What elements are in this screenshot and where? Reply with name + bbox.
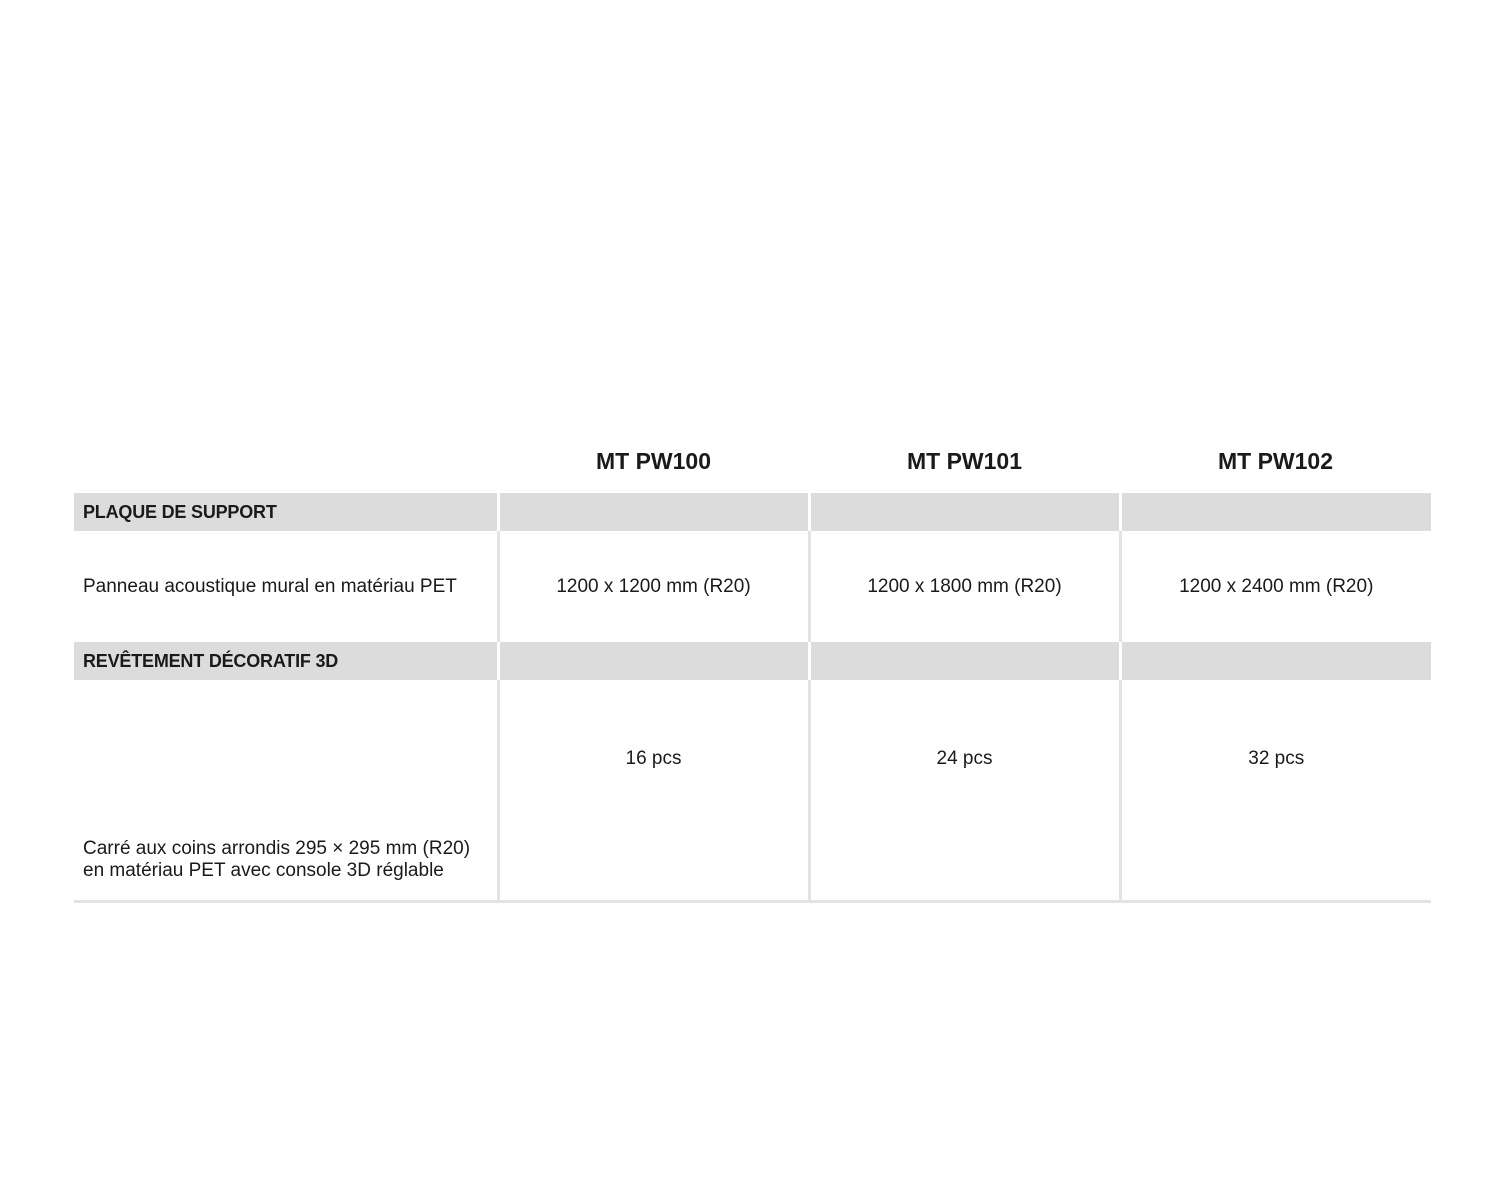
section-row-support-plate [74,493,1431,531]
section-title: PLAQUE DE SUPPORT [74,493,498,531]
header-empty-cell [74,430,498,493]
section-blank-cell [498,493,809,531]
section-blank-cell [1120,493,1431,531]
section-blank-cell [809,493,1120,531]
cell-value: 1200 x 1200 mm (R20) [498,531,809,642]
model-header-row [74,430,1431,493]
cell-value: 24 pcs [809,680,1120,902]
table-row [74,680,1431,902]
spec-table [74,430,1431,903]
cell-value: 1200 x 2400 mm (R20) [1120,531,1431,642]
model-header-pw102: MT PW102 [1120,430,1431,493]
section-blank-cell [809,642,1120,680]
model-header-pw100: MT PW100 [498,430,809,493]
cell-value: 1200 x 1800 mm (R20) [809,531,1120,642]
cell-value: 16 pcs [498,680,809,902]
cell-value: 32 pcs [1120,680,1431,902]
row-label: Carré aux coins arrondis 295 × 295 mm (R20) en matériau PET avec console 3D réglable [74,680,498,902]
table-row [74,531,1431,642]
section-blank-cell [498,642,809,680]
section-row-3d-coating [74,642,1431,680]
section-title: REVÊTEMENT DÉCORATIF 3D [74,642,498,680]
row-label: Panneau acoustique mural en matériau PET [83,575,457,597]
model-header-pw101: MT PW101 [809,430,1120,493]
section-blank-cell [1120,642,1431,680]
